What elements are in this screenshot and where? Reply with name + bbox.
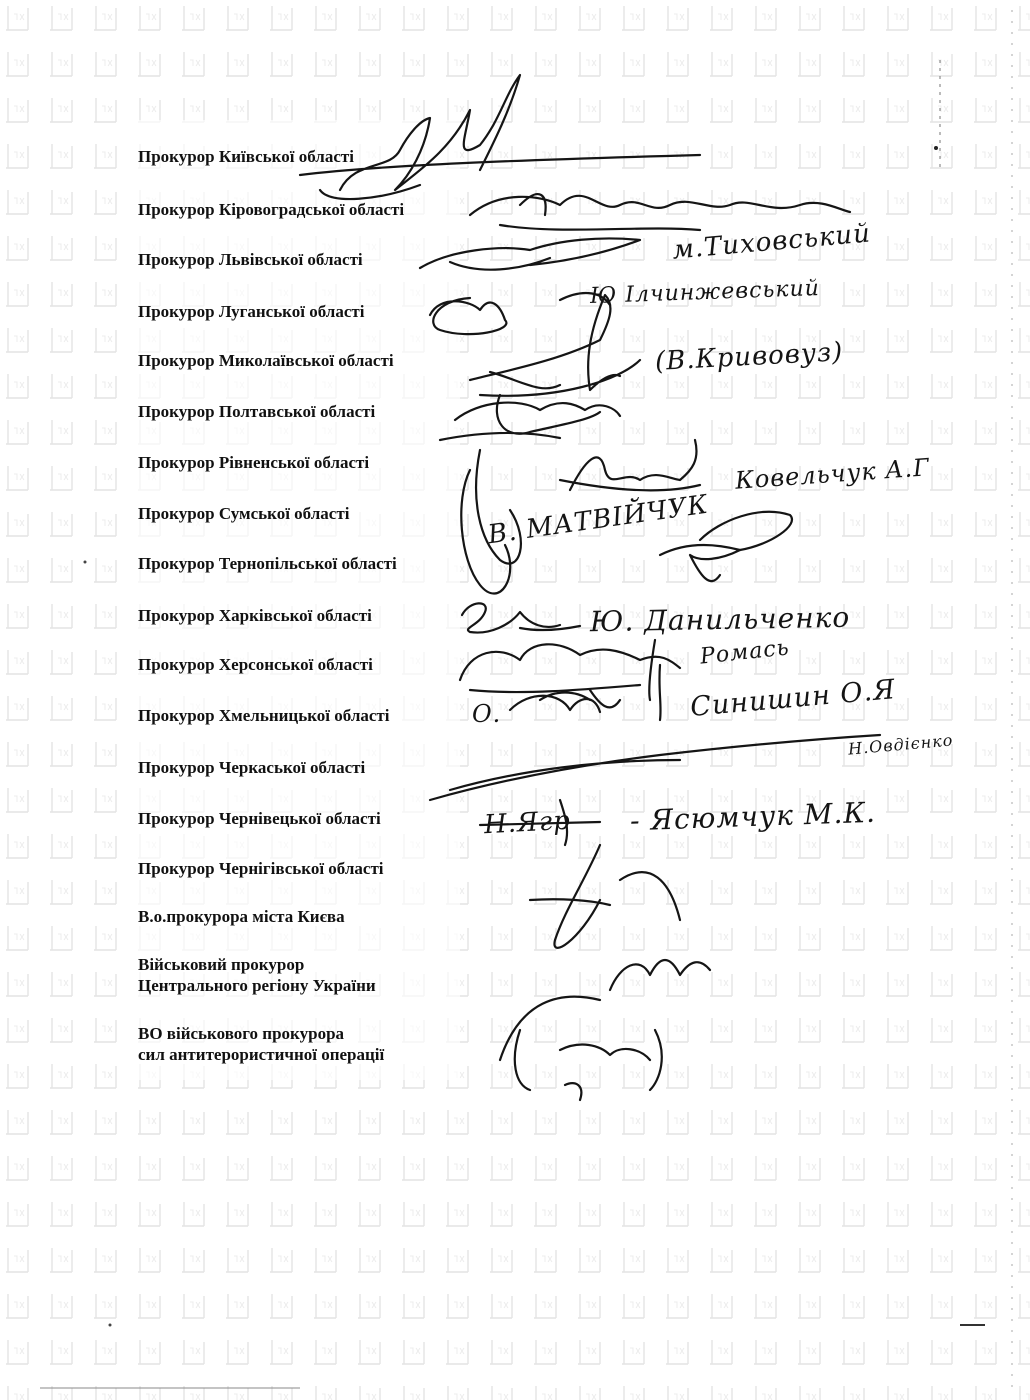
title-kharkiv-region: Прокурор Харківської області — [138, 606, 372, 625]
title-rivne-region: Прокурор Рівненської області — [138, 453, 370, 472]
title-mykolaiv-region: Прокурор Миколаївської області — [138, 351, 394, 370]
handwritten-kharkiv: Ю. Данильченко — [589, 600, 851, 639]
handwritten-rivne: Ковельчук А.Г — [734, 453, 931, 495]
handwritten-chernivtsi: - Ясюмчук М.К. — [629, 795, 877, 838]
title-poltava-region: Прокурор Полтавської області — [138, 402, 376, 421]
signature-cherkasy — [430, 735, 880, 800]
signature-ato — [515, 1030, 662, 1100]
signature-poltava — [440, 395, 620, 440]
signature-chernihiv — [530, 845, 680, 948]
signature-kherson — [460, 640, 680, 700]
title-chernivtsi-region: Прокурор Чернівецької області — [138, 809, 381, 828]
signature-mykolaiv — [470, 295, 640, 396]
title-lviv-region: Прокурор Львівської області — [138, 250, 363, 269]
title-ato-prosecutor-line2: сил антитерористичної операції — [138, 1045, 385, 1064]
title-military-prosecutor-line2: Центрального регіону України — [138, 976, 376, 995]
title-kirovohrad-region: Прокурор Кіровоградської області — [138, 200, 405, 219]
handwritten-khmelnytskyi-prefix: О. — [472, 700, 502, 728]
title-sumy-region: Прокурор Сумської області — [138, 504, 350, 523]
title-luhansk-region: Прокурор Луганської області — [138, 302, 365, 321]
handwritten-lviv: м.Тиховський — [671, 218, 873, 266]
signature-lviv — [420, 238, 640, 269]
signature-kharkiv — [462, 603, 580, 632]
title-ato-prosecutor-line1: ВО військового прокурора — [138, 1024, 345, 1043]
handwritten-cherkasy: Н.Овдієнко — [847, 730, 955, 759]
handwritten-khmelnytskyi: Синишин О.Я — [689, 674, 898, 723]
title-chernihiv-region: Прокурор Чернігівської області — [138, 859, 384, 878]
handwritten-sumy: В. МАТВІЙЧУК — [485, 489, 711, 551]
handwritten-kherson: Ромась — [698, 635, 791, 670]
signature-kyiv — [300, 75, 700, 199]
title-kherson-region: Прокурор Херсонської області — [138, 655, 373, 674]
title-kyiv-region: Прокурор Київської області — [138, 147, 354, 166]
title-khmelnytskyi-region: Прокурор Хмельницької області — [138, 706, 390, 725]
title-kyiv-city-acting: В.о.прокурора міста Києва — [138, 907, 345, 926]
title-ternopil-region: Прокурор Тернопільської області — [138, 554, 397, 573]
signature-military — [500, 960, 710, 1060]
title-military-prosecutor-line1: Військовий прокурор — [138, 955, 305, 974]
handwritten-luhansk: Ю Ілчинжевський — [589, 275, 821, 310]
title-cherkasy-region: Прокурор Черкаської області — [138, 758, 366, 777]
signature-luhansk — [430, 293, 610, 334]
handwritten-mykolaiv: (В.Кривовуз) — [654, 337, 845, 377]
handwritten-chernivtsi-short: Н.Ягр — [483, 805, 572, 841]
signature-ternopil — [660, 545, 740, 581]
